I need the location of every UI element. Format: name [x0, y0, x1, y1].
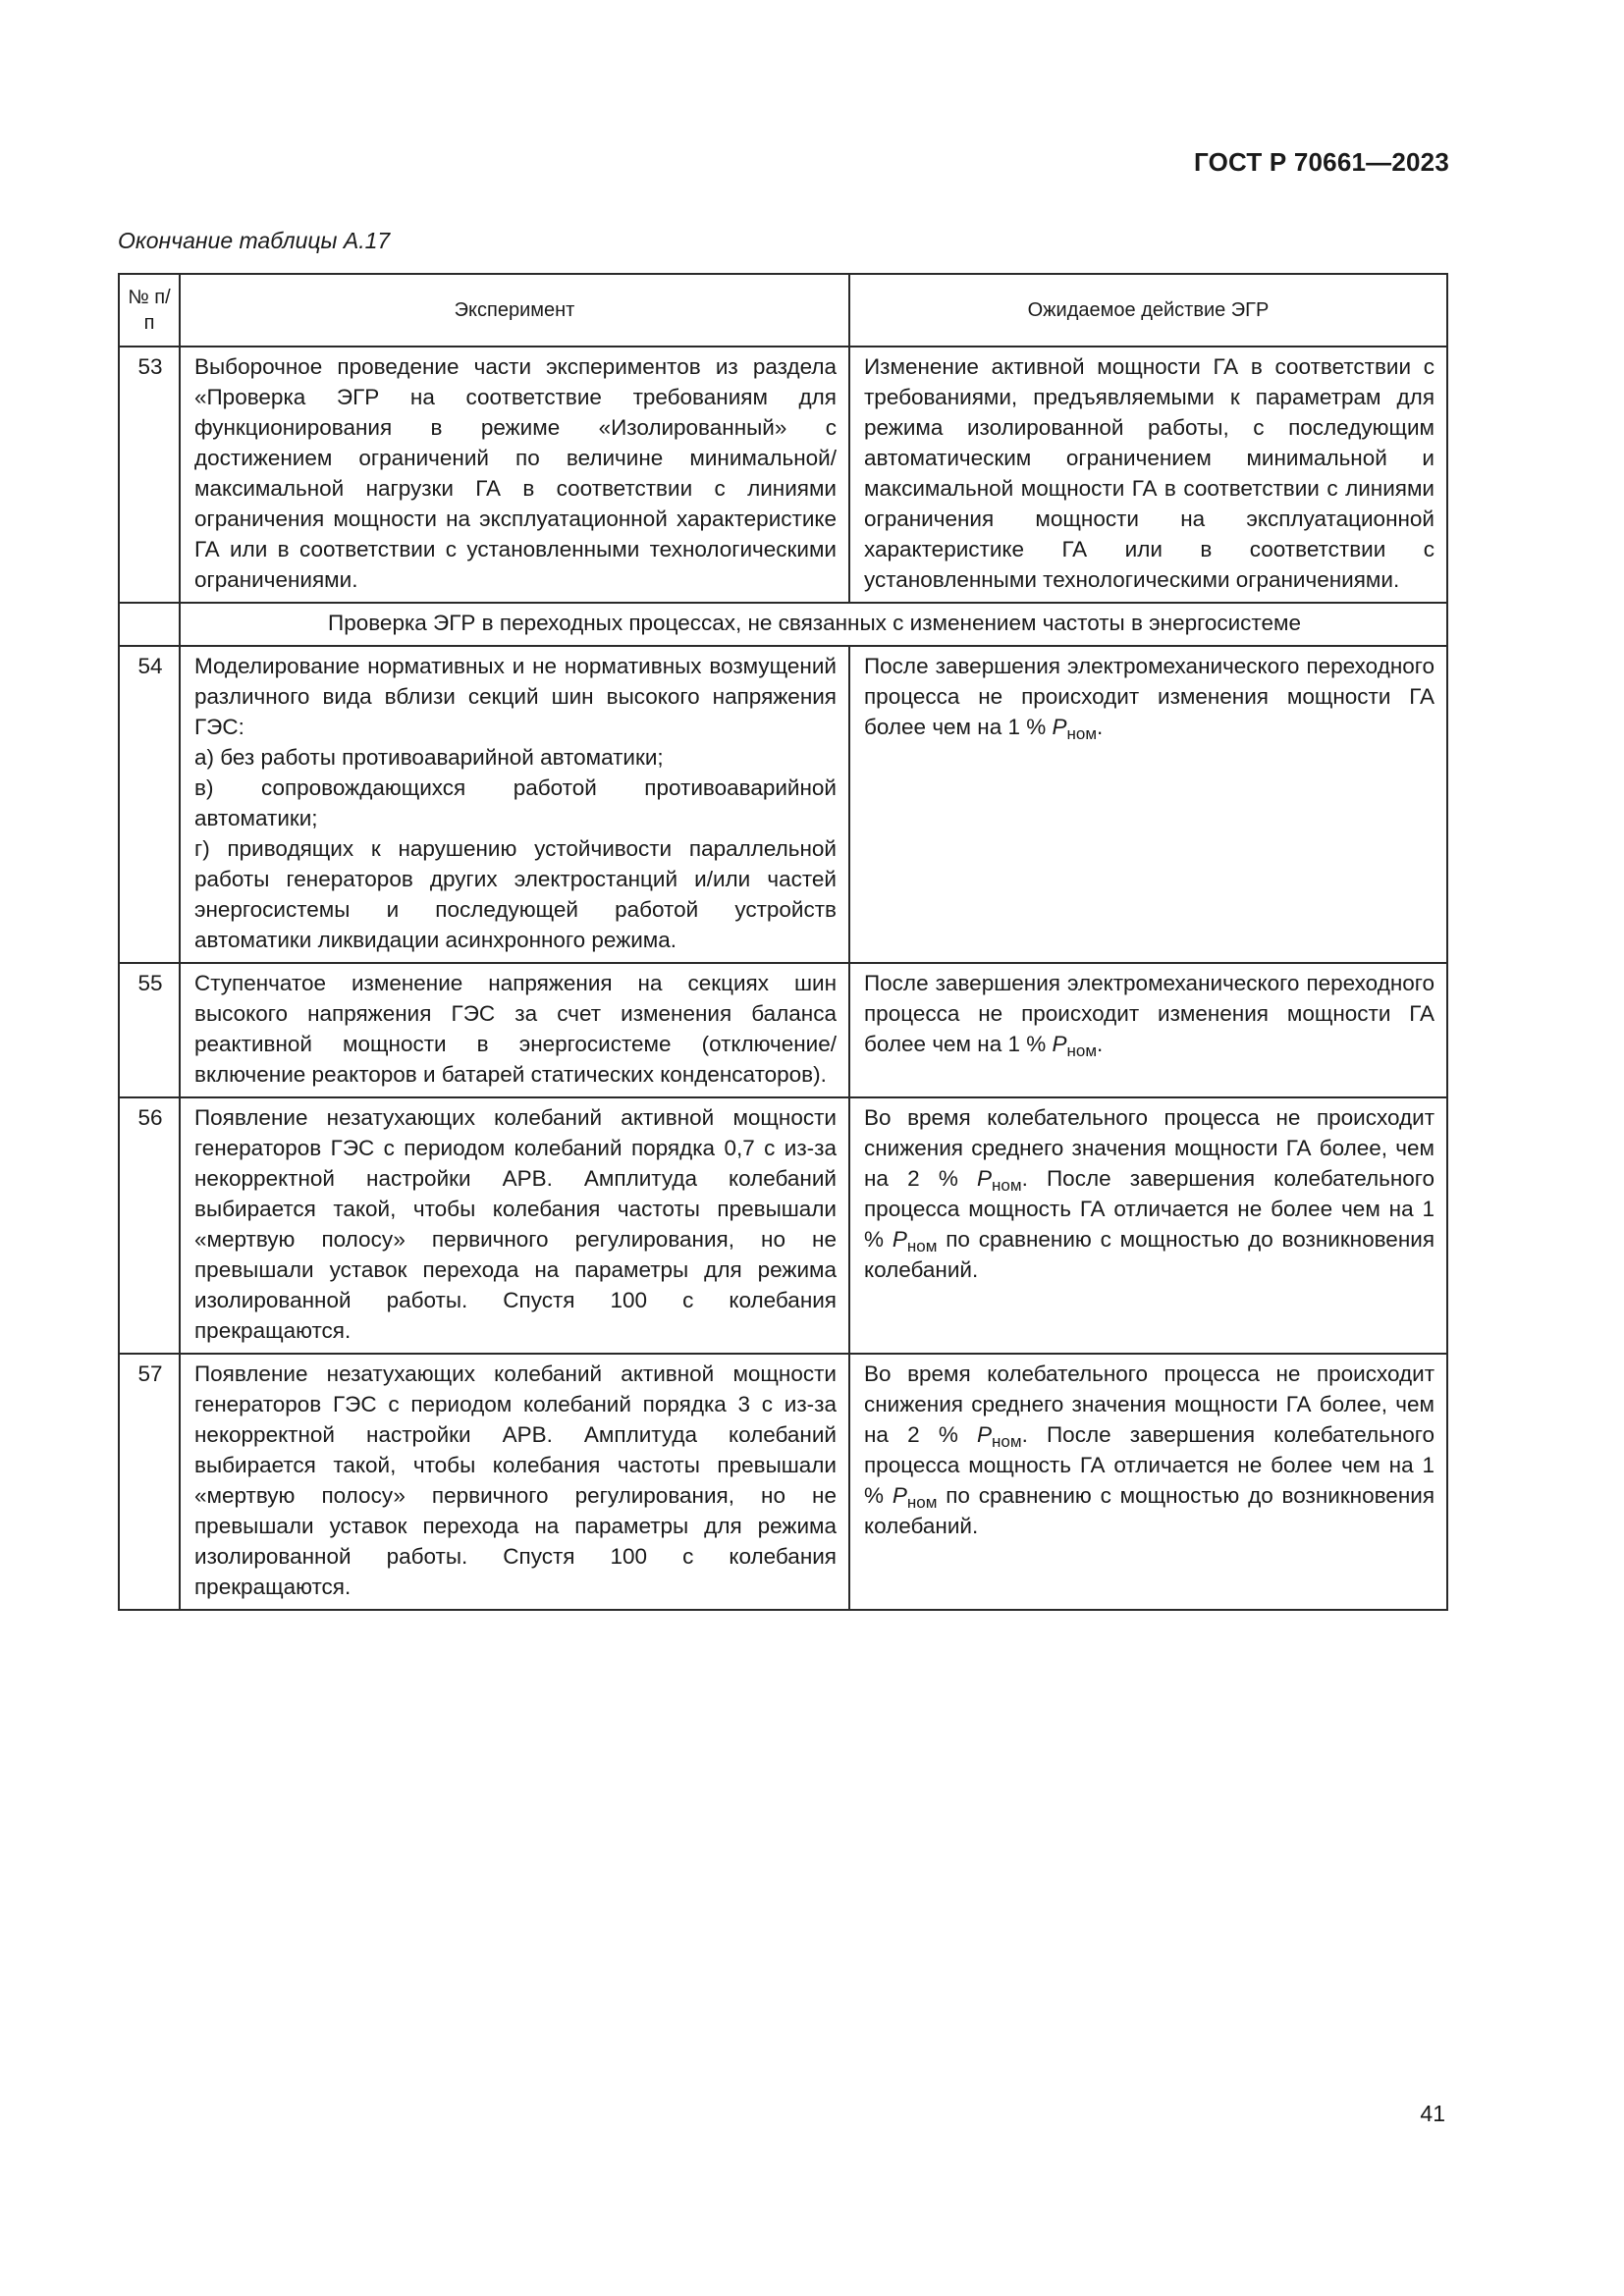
action-end: .: [1097, 715, 1104, 739]
action-end: .: [1097, 1032, 1104, 1056]
row-number: 56: [119, 1097, 180, 1354]
experiment-line: г) приводящих к нарушению устойчивости параллельной работы генераторов других электростанций и/или частей энергосистемы и последующей работой устройств автоматики ликвидации асинхронного режима.: [194, 836, 837, 952]
document-code: ГОСТ Р 70661—2023: [1194, 147, 1449, 177]
action-text: . После завершения колебательного процесса мощность ГА отличается не более чем на 1 %: [864, 1166, 1435, 1252]
power-subscript: ном: [1066, 1041, 1098, 1060]
power-subscript: ном: [992, 1432, 1022, 1451]
experiment-cell: Ступенчатое изменение напряжения на секциях шин высокого напряжения ГЭС за счет изменения баланса реактивной мощности в энергосистеме (отключение/включение реакторов и батарей статических конденсаторов).: [180, 963, 849, 1097]
table-row: [119, 1354, 1447, 1610]
row-number: 57: [119, 1354, 180, 1610]
action-text: по сравнению с мощностью до возникновения колебаний.: [864, 1227, 1435, 1282]
expected-action-cell: [849, 1097, 1447, 1354]
action-text: Во время колебательного процесса не происходит снижения среднего значения мощности ГА более, чем на 2 %: [864, 1362, 1435, 1447]
section-row: [119, 603, 1447, 646]
experiments-table: [118, 273, 1448, 1611]
table-row: [119, 1097, 1447, 1354]
experiment-cell: Выборочное проведение части экспериментов из раздела «Проверка ЭГР на соответствие требованиям для функционирования в режиме «Изолированный» с достижением ограничений по величине минимальной/максимальной нагрузки ГА в соответствии с линиями ограничения мощности на эксплуатационной характеристике ГА или в соответствии с установленными технологическими ограничениями.: [180, 347, 849, 603]
experiment-cell: Появление незатухающих колебаний активной мощности генераторов ГЭС с периодом колебаний порядка 3 с из-за некорректной настройки АРВ. Амплитуда колебаний выбирается такой, чтобы колебания частоты превышали «мертвую полосу» первичного регулирования, но не превышали уставок перехода на параметры для режима изолированной работы. Спустя 100 с колебания прекращаются.: [180, 1354, 849, 1610]
header-expected-action: Ожидаемое действие ЭГР: [849, 274, 1447, 347]
experiment-line: а) без работы противоаварийной автоматики;: [194, 745, 664, 770]
expected-action-cell: [849, 963, 1447, 1097]
section-empty-cell: [119, 603, 180, 646]
power-subscript: ном: [992, 1176, 1022, 1195]
experiment-cell: Появление незатухающих колебаний активной мощности генераторов ГЭС с периодом колебаний порядка 0,7 с из-за некорректной настройки АРВ. Амплитуда колебаний выбирается такой, чтобы колебания частоты превышали «мертвую полосу» первичного регулирования, но не превышали уставок перехода на параметры для режима изолированной работы. Спустя 100 с колебания прекращаются.: [180, 1097, 849, 1354]
table-row: [119, 347, 1447, 603]
action-text: по сравнению с мощностью до возникновения колебаний.: [864, 1483, 1435, 1538]
experiment-line: Моделирование нормативных и не нормативных возмущений различного вида вблизи секций шин высокого напряжения ГЭС:: [194, 654, 837, 739]
table-row: [119, 963, 1447, 1097]
page-number: 41: [1420, 2101, 1445, 2126]
power-symbol: P: [892, 1227, 907, 1252]
power-subscript: ном: [906, 1493, 938, 1512]
power-subscript: ном: [906, 1237, 938, 1255]
table-header-row: [119, 274, 1447, 347]
row-number: 55: [119, 963, 180, 1097]
expected-action-cell: Изменение активной мощности ГА в соответствии с требованиями, предъявляемыми к параметрам для режима изолированной работы, с последующим автоматическим ограничением минимальной и максимальной мощности ГА в соответствии с линиями ограничения мощности на эксплуатационной характеристике ГА или в соответствии с установленными технологическими ограничениями.: [849, 347, 1447, 603]
table-caption: Окончание таблицы А.17: [118, 228, 391, 253]
action-text: . После завершения колебательного процесса мощность ГА отличается не более чем на 1 %: [864, 1422, 1435, 1508]
power-symbol: P: [1052, 715, 1067, 739]
power-subscript: ном: [1066, 724, 1098, 743]
section-title: Проверка ЭГР в переходных процессах, не связанных с изменением частоты в энергосистеме: [180, 603, 1447, 646]
header-number: № п/п: [119, 274, 180, 347]
action-text: После завершения электромеханического переходного процесса не происходит изменения мощности ГА более чем на 1 %: [864, 654, 1435, 739]
experiment-line: в) сопровождающихся работой противоаварийной автоматики;: [194, 775, 837, 830]
table-row: [119, 646, 1447, 963]
power-symbol: P: [977, 1166, 993, 1191]
action-text: После завершения электромеханического переходного процесса не происходит изменения мощности ГА более чем на 1 %: [864, 971, 1435, 1056]
expected-action-cell: [849, 646, 1447, 963]
power-symbol: P: [892, 1483, 907, 1508]
power-symbol: P: [977, 1422, 993, 1447]
row-number: 53: [119, 347, 180, 603]
experiment-cell: [180, 646, 849, 963]
action-text: Во время колебательного процесса не происходит снижения среднего значения мощности ГА более, чем на 2 %: [864, 1105, 1435, 1191]
power-symbol: P: [1052, 1032, 1067, 1056]
row-number: 54: [119, 646, 180, 963]
expected-action-cell: [849, 1354, 1447, 1610]
header-experiment: Эксперимент: [180, 274, 849, 347]
